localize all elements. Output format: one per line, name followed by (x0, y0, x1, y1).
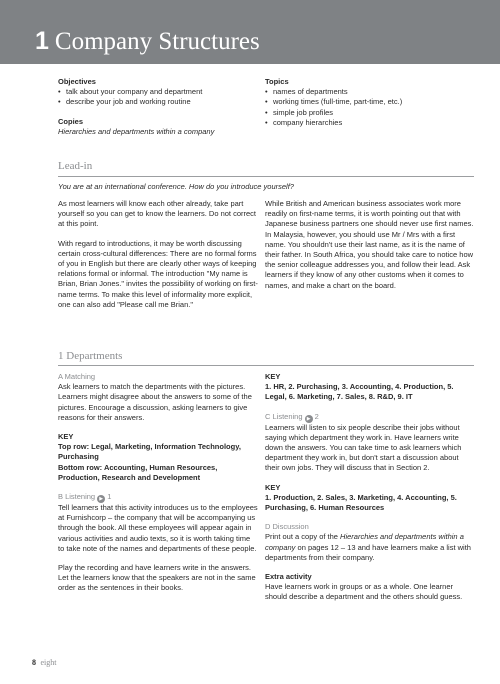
objective-item: • talk about your company and department (58, 87, 258, 97)
listening-b-text: Play the recording and have learners write in the answers. Let the learners know that the speakers are not in the same order as the sentences in their books. (58, 563, 256, 593)
discussion-text-part: Print out a copy of the (265, 532, 341, 542)
topics-block (265, 77, 475, 128)
topic-item: • simple job profiles (265, 108, 475, 118)
key-bottom-row: Bottom row: Accounting, Human Resources, Production, Research and Development (58, 462, 218, 482)
extra-activity-heading: Extra activity (265, 572, 312, 582)
departments-rule (58, 365, 474, 366)
lead-in-rule (58, 176, 474, 177)
key-heading: KEY (265, 372, 281, 381)
chapter-header-band (0, 0, 500, 64)
objective-item: • describe your job and working routine (58, 97, 258, 107)
chapter-title-text: Company Structures (54, 28, 260, 55)
matching-text: Ask learners to match the departments with the pictures. Learners might disagree about the answers to some of the pictures. Encourage a discussion, asking learners to give reasons for their answers. (58, 382, 252, 422)
listening-b-text: Tell learners that this activity introduces us to the employees at Furnishcorp – the company that will be accompanying us through the book. All these employees will appear again in various activities and audio texts, so it is worth taking time to take note of the names and departments of these people. (58, 503, 258, 553)
listening-c-text: Learners will listen to six people describe their jobs without saying which department they work in. Have learners write down the answers. You can take time to ask learners which department they work in, but don't start a discussion about their own jobs. They will discuss that in Section 2. (265, 422, 462, 473)
page-footer (32, 658, 56, 668)
lead-in-prompt: You are at an international conference. How do you introduce yourself? (58, 182, 294, 191)
matching-heading: A Matching (58, 372, 96, 381)
objectives-heading: Objectives (58, 77, 96, 86)
lead-in-paragraph: With regard to introductions, it may be worth discussing certain cross-cultural differences: There are no formal forms of you in English but there are clearly other ways of keeping relations formal or informal. The introduction "My name is Brian, Brian Jones." invites the possibility of working on first-name terms. To make this level of informality more explicit, one can also add "Please call me Brian." (58, 238, 258, 309)
copies-heading: Copies (58, 116, 84, 126)
departments-title: 1 Departments (58, 350, 123, 362)
listening-b-label: B Listening (58, 492, 96, 502)
departments-section (58, 350, 474, 363)
lead-in-right-column (265, 199, 475, 291)
listening-b-heading (58, 492, 258, 503)
copies-text: Hierarchies and departments within a company (58, 126, 215, 136)
objectives-block (58, 77, 258, 137)
departments-right-column (265, 372, 475, 603)
listening-c-label: C Listening (265, 411, 303, 421)
chapter-title (35, 26, 260, 57)
track-number: 2 (314, 411, 319, 421)
track-number: 1 (107, 492, 112, 502)
extra-activity-text: Have learners work in groups or as a whole. One learner should describe a department and the others should guess. (265, 582, 463, 602)
copies-reference: Hierarchies and departments within a company (265, 532, 464, 552)
lead-in-section (58, 160, 474, 173)
key-heading: KEY (265, 482, 281, 492)
page-number-word: eight (40, 658, 57, 667)
topic-item: • company hierarchies (265, 118, 475, 128)
key-answers: 1. HR, 2. Purchasing, 3. Accounting, 4. Production, 5. Legal, 6. Marketing, 7. Sales, 8. R&D, 9. IT (265, 382, 454, 402)
key-answers: 1. Production, 2. Sales, 3. Marketing, 4. Accounting, 5. Purchasing, 6. Human Resources (265, 492, 457, 513)
key-top-row: Top row: Legal, Marketing, Information Technology, Purchasing (58, 442, 241, 462)
audio-play-icon[interactable]: ▶ (97, 495, 105, 503)
lead-in-paragraph: As most learners will know each other already, take part yourself so you can get to know the learners. Do not correct at this point. (58, 199, 257, 229)
listening-c-heading (265, 412, 475, 423)
page-number: 8 (32, 658, 36, 667)
chapter-number: 1 (35, 27, 49, 55)
lead-in-title: Lead-in (58, 160, 93, 172)
lead-in-paragraph: While British and American business associates work more readily on first-name terms, it is worth pointing out that with Japanese business partners one should never use first names. In Malaysia, however, you should use Mr / Mrs with a first name. You shouldn't use their last name, as it is the name of their father. In South Africa, you should take care to notice how the senior colleague addresses you, and follow their lead. Ask learners if they know of any other customs when it comes to names, and make a chart on the board. (265, 199, 474, 290)
departments-left-column (58, 372, 258, 594)
discussion-text-part: on pages 12 – 13 and have learners make a list with departments from their company. (265, 542, 471, 562)
lead-in-left-column (58, 199, 258, 310)
audio-play-icon[interactable]: ▶ (305, 415, 313, 423)
discussion-text (265, 532, 475, 563)
key-heading: KEY (58, 432, 74, 442)
topics-heading: Topics (265, 77, 289, 86)
discussion-heading: D Discussion (265, 522, 309, 532)
topic-item: • working times (full-time, part-time, etc.) (265, 97, 475, 107)
topic-item: • names of departments (265, 87, 475, 97)
